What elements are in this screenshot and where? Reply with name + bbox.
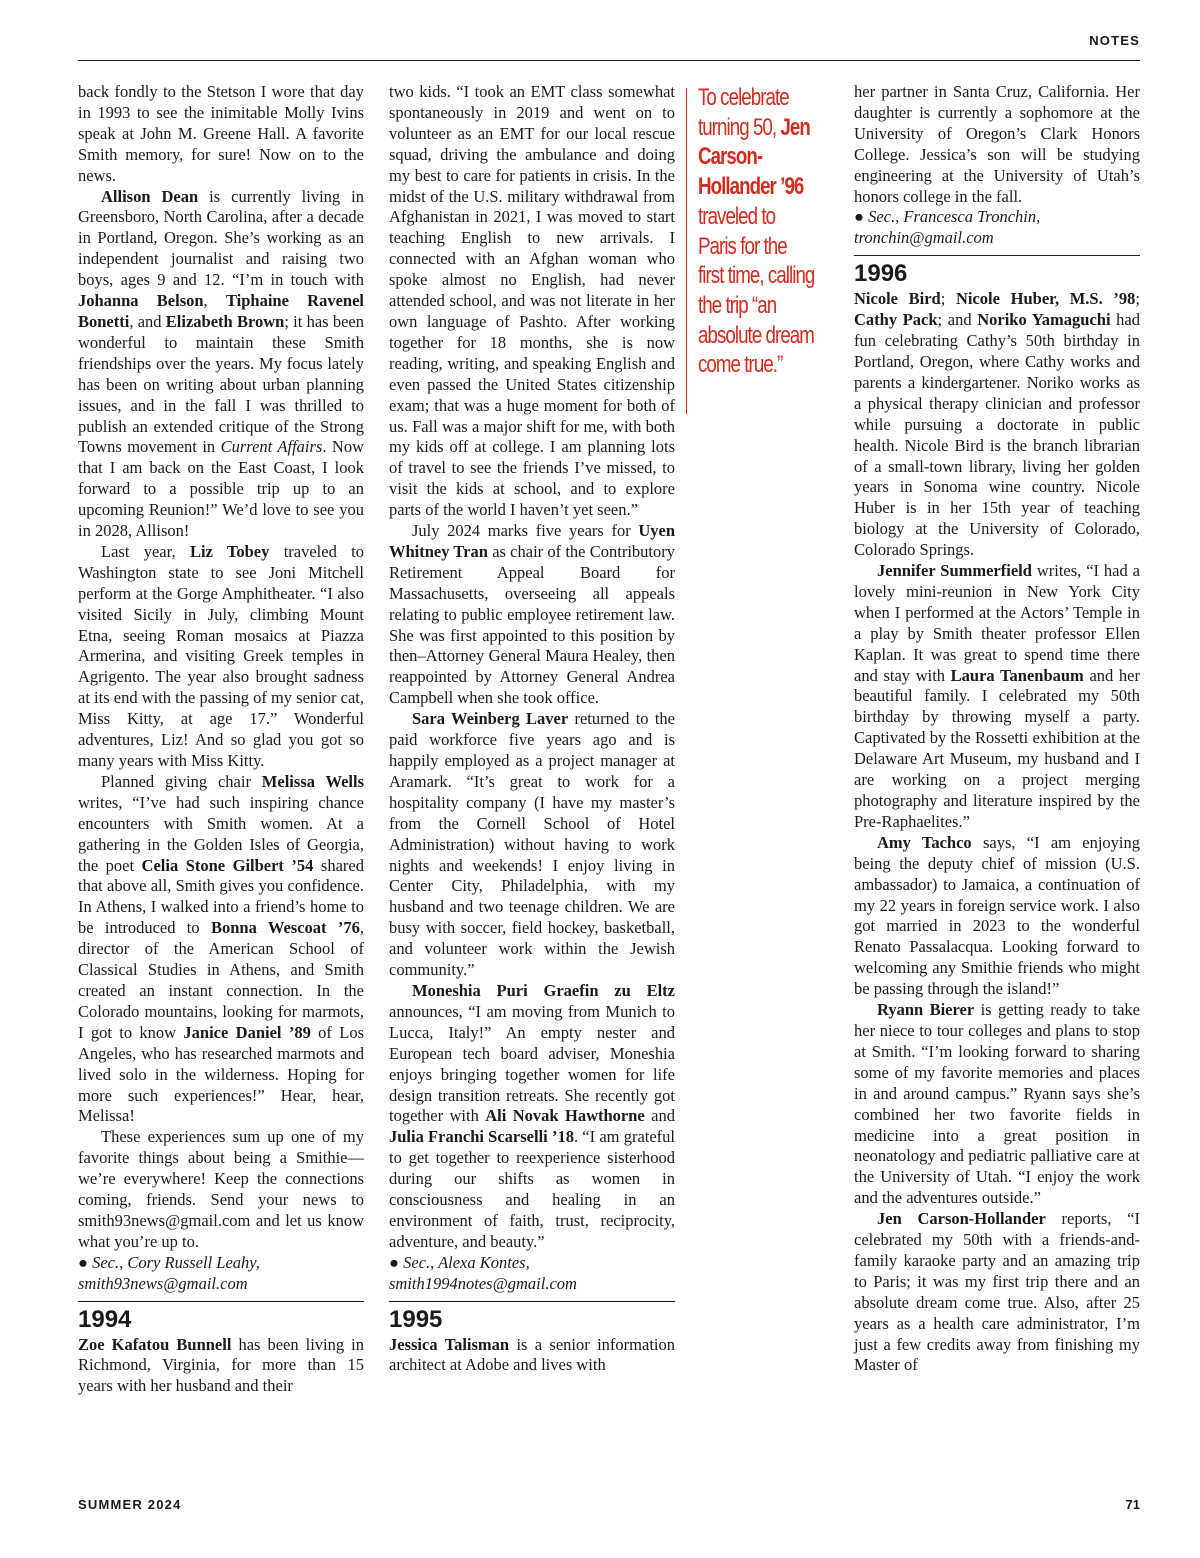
publication-title: Current Affairs [220, 437, 323, 457]
paragraph [78, 187, 364, 542]
text: Last year, [101, 541, 190, 561]
text: ; [940, 289, 956, 309]
name: Ryann Bierer [877, 1000, 975, 1020]
name: Jen Carson-Hollander [877, 1209, 1046, 1229]
name: Elizabeth Brown [165, 311, 285, 331]
bullet-icon: ● [389, 1252, 399, 1272]
paragraph [389, 1335, 675, 1377]
class-year-heading: 1995 [389, 1301, 675, 1333]
text: has been living in Richmond, Virginia, for more than 15 years with her husband and their [78, 1334, 365, 1396]
paragraph [78, 542, 364, 772]
text: writes, “I’ve had such inspiring chance encounters with Smith women. At a gathering in the Golden Isles of Georgia, the poet [78, 792, 364, 875]
paragraph: back fondly to the Stetson I wore that day in 1993 to see the inimitable Molly Ivins speak at John M. Greene Hall. A favorite Smith memory, for sure! Now on to the news. [78, 82, 364, 185]
name: Jennifer Summerfield [877, 561, 1032, 581]
name: Noriko Yamaguchi [977, 310, 1111, 330]
name: Moneshia Puri Graefin zu Eltz [412, 980, 675, 1000]
paragraph [389, 981, 675, 1253]
name: Nicole Bird [854, 289, 941, 309]
text: and her beautiful family. I celebrated my 50th birthday by throwing myself a party. Captivated by the Rossetti exhibition at the Delaware Art Museum, my husband and I are working on a project merging photography and literature inspired by the Pre-Raphaelites.” [854, 665, 1140, 831]
name: Zoe Kafatou Bunnell [78, 1334, 232, 1354]
text: is currently living in Greensboro, North Carolina, after a decade in Portland, Oregon. She’s working as an independent journalist and raising two boys, ages 9 and 12. “I’m in touch with [78, 186, 364, 290]
name: Cathy Pack [854, 310, 938, 330]
paragraph [389, 709, 675, 981]
name: Amy Tachco [877, 832, 972, 852]
name: Melissa Wells [261, 771, 364, 791]
section-label: NOTES [1089, 33, 1140, 48]
secretary-signoff [389, 1253, 675, 1295]
class-year-heading: 1994 [78, 1301, 364, 1333]
name: Nicole Huber, M.S. ’98 [955, 289, 1136, 309]
name: Sara Weinberg Laver [412, 709, 569, 729]
text: . Now that I am back on the East Coast, I look forward to a possible trip up to an upcoming Reunion!” We’d love to see you in 2028, Allison! [78, 437, 365, 541]
pull-quote-name: Jen Carson-Hollander ’96 [698, 113, 810, 201]
pull-quote-rule [686, 88, 687, 414]
paragraph [854, 561, 1140, 833]
name: Tiphaine Ravenel Bonetti [78, 291, 364, 331]
paragraph [854, 833, 1140, 1000]
text: traveled to Washington state to see Joni Mitchell perform at the Gorge Amphitheater. “I also visited Sicily in July, climbing Mount Etna, seeing Roman mosaics at Piazza Armerina, and visiting Greek temples in Agrigento. The year also brought sadness at its end with the passing of my senior cat, Miss Kitty, at age 17.” Wonderful adventures, Liz! And so glad you got so many years with Miss Kitty. [78, 541, 365, 770]
text: shared that above all, Smith gives you confidence. In Athens, I walked into a friend’s home to be introduced to [78, 855, 364, 938]
paragraph: These experiences sum up one of my favorite things about being a Smithie—we’re everywhere! Keep the connections coming, friends. Send your news to smith93news@gmail.com and let us know what you’re up to. [78, 1127, 364, 1251]
paragraph [78, 1335, 364, 1398]
text: and [644, 1106, 675, 1126]
bullet-icon: ● [854, 207, 864, 227]
pull-quote-text: traveled to Paris for the first time, calling the trip “an absolute dream come true.” [698, 202, 815, 379]
text: July 2024 marks five years for [412, 521, 639, 541]
issue-label: SUMMER 2024 [78, 1497, 182, 1512]
paragraph [389, 521, 675, 709]
text: says, “I am enjoying being the deputy chief of mission (U.S. ambassador) to Jamaica, a continuation of my 22 years in foreign service work. I also got married in 2023 to the wonderful Renato Passalacqua. Looking forward to welcoming any Smithie friends who might be passing through the island!” [854, 832, 1140, 999]
text: announces, “I am moving from Munich to Lucca, Italy!” An empty nester and European tech board adviser, Moneshia enjoys bringing together women for life design transition retreats. She recently got together with [389, 1001, 675, 1126]
text: Planned giving chair [101, 771, 262, 791]
name: Uyen Whitney Tran [389, 521, 675, 561]
text: . “I am grateful to get together to reexperience sisterhood during our shifts as women in consciousness and healing in an environment of faith, trust, reciprocity, adventure, and beauty.” [389, 1127, 676, 1251]
name: Allison Dean [101, 186, 199, 206]
text: , [203, 291, 226, 311]
secretary-signoff [78, 1253, 364, 1295]
text: reports, “I celebrated my 50th with a friends-and-family karaoke party and an amazing trip to Paris; it was my first trip there and an absolute dream come true. Also, after 25 years as a health care administrator, I’m just a few credits away from finishing my Master of [854, 1209, 1141, 1375]
name: Janice Daniel ’89 [183, 1022, 311, 1042]
page-number: 71 [1125, 1497, 1140, 1512]
name: Jessica Talisman [389, 1334, 510, 1354]
text: had fun celebrating Cathy’s 50th birthday in Portland, Oregon, where Cathy works and parents a kindergartener. Noriko works as a physical therapy clinician and professor while pursuing a doctorate in public health. Nicole Bird is the branch librarian of a small-town library, living her golden years in Sonoma wine country. Nicole Huber is in her 15th year of teaching biology at the University of Colorado, Colorado Springs. [854, 310, 1141, 560]
name: Ali Novak Hawthorne [485, 1106, 645, 1126]
text: Sec., Francesca Tronchin, tronchin@gmail.com [854, 207, 1041, 248]
text: ; it has been wonderful to maintain these Smith friendships over the years. My focus lately has been on writing about urban planning issues, and in the fall I was thrilled to publish an extended critique of the Strong Towns movement in [78, 311, 364, 457]
name: Celia Stone Gilbert ’54 [141, 855, 314, 875]
text: , and [129, 311, 166, 331]
column-2 [389, 82, 675, 1376]
text: as chair of the Contributory Retirement Appeal Board for Massachusetts, overseeing all appeals relating to public employee retirement law. She was first appointed to this position by then–Attorney General Maura Healey, then reappointed by Attorney General Andrea Campbell when she took office. [389, 541, 675, 708]
text: ; [1135, 289, 1140, 309]
class-year-heading: 1996 [854, 255, 1140, 287]
header-rule [78, 60, 1140, 61]
text: writes, “I had a lovely mini-reunion in New York City when I performed at the Actors’ Temple in a play by Smith theater professor Ellen Kaplan. It was great to spend time there and stay with [854, 561, 1140, 685]
name: Laura Tanenbaum [950, 665, 1084, 685]
text: is getting ready to take her niece to tour colleges and plans to stop at Smith. “I’m looking forward to sharing some of my favorite memories and places in and around campus.” Ryann says she’s combined her two favorite fields in medicine into a great position in neonatology and pediatric palliative care at the University of Utah. “I enjoy the work and the adventures outside.” [854, 1000, 1140, 1208]
name: Julia Franchi Scarselli ’18 [389, 1127, 574, 1147]
name: Bonna Wescoat ’76 [210, 918, 360, 938]
paragraph [78, 772, 364, 1127]
pull-quote-intro: To celebrate turning 50, [698, 84, 789, 141]
paragraph [854, 1209, 1140, 1376]
text: of Los Angeles, who has researched marmots and lived solo in the wilderness. Hoping for more such experiences!” Hear, hear, Melissa! [78, 1022, 364, 1126]
paragraph [854, 1000, 1140, 1209]
column-3 [854, 82, 1140, 1376]
text: , director of the American School of Classical Studies in Athens, and Smith created an instant connection. In the Colorado mountains, looking for marmots, I got to know [78, 918, 364, 1042]
name: Johanna Belson [78, 291, 204, 311]
text: Sec., Alexa Kontes, smith1994notes@gmail.com [389, 1252, 577, 1293]
bullet-icon: ● [78, 1252, 88, 1272]
pull-quote [698, 83, 815, 380]
secretary-signoff [854, 207, 1140, 249]
paragraph: two kids. “I took an EMT class somewhat spontaneously in 2019 and went on to volunteer as an EMT for our local rescue squad, driving the ambulance and doing my best to care for patients in crisis. In the midst of the U.S. military withdrawal from Afghanistan in 2021, I was moved to start teaching English to new arrivals. I connected with an Afghan woman who spoke almost no English, had never attended school, and was not literate in her own language of Pashto. After working together for 18 months, she is now reading, writing, and speaking English and even passed the United States citizenship exam; that was a huge moment for both of us. Fall was a major shift for me, with both my kids off at college. I am planning lots of travel to see the friends I’ve missed, to visit the kids at school, and to explore parts of the world I haven’t yet seen.” [389, 82, 675, 520]
text: is a senior information architect at Adobe and lives with [389, 1334, 675, 1375]
name: Liz Tobey [189, 541, 270, 561]
paragraph [854, 289, 1140, 561]
column-1 [78, 82, 364, 1397]
paragraph: her partner in Santa Cruz, California. Her daughter is currently a sophomore at the University of Oregon’s Clark Honors College. Jessica’s son will be studying engineering at the University of Utah’s honors college in the fall. [854, 82, 1140, 206]
text: ; and [937, 310, 978, 330]
text: Sec., Cory Russell Leahy, smith93news@gmail.com [78, 1252, 260, 1293]
text: returned to the paid workforce five years ago and is happily employed as a project manager at Aramark. “It’s great to work for a hospitality company (I have my master’s from the Cornell School of Hotel Administration) without having to work nights and weekends! I enjoy living in Center City, Philadelphia, with my husband and two teenage children. We are busy with soccer, field hockey, basketball, and volunteer work within the Jewish community.” [389, 709, 675, 980]
